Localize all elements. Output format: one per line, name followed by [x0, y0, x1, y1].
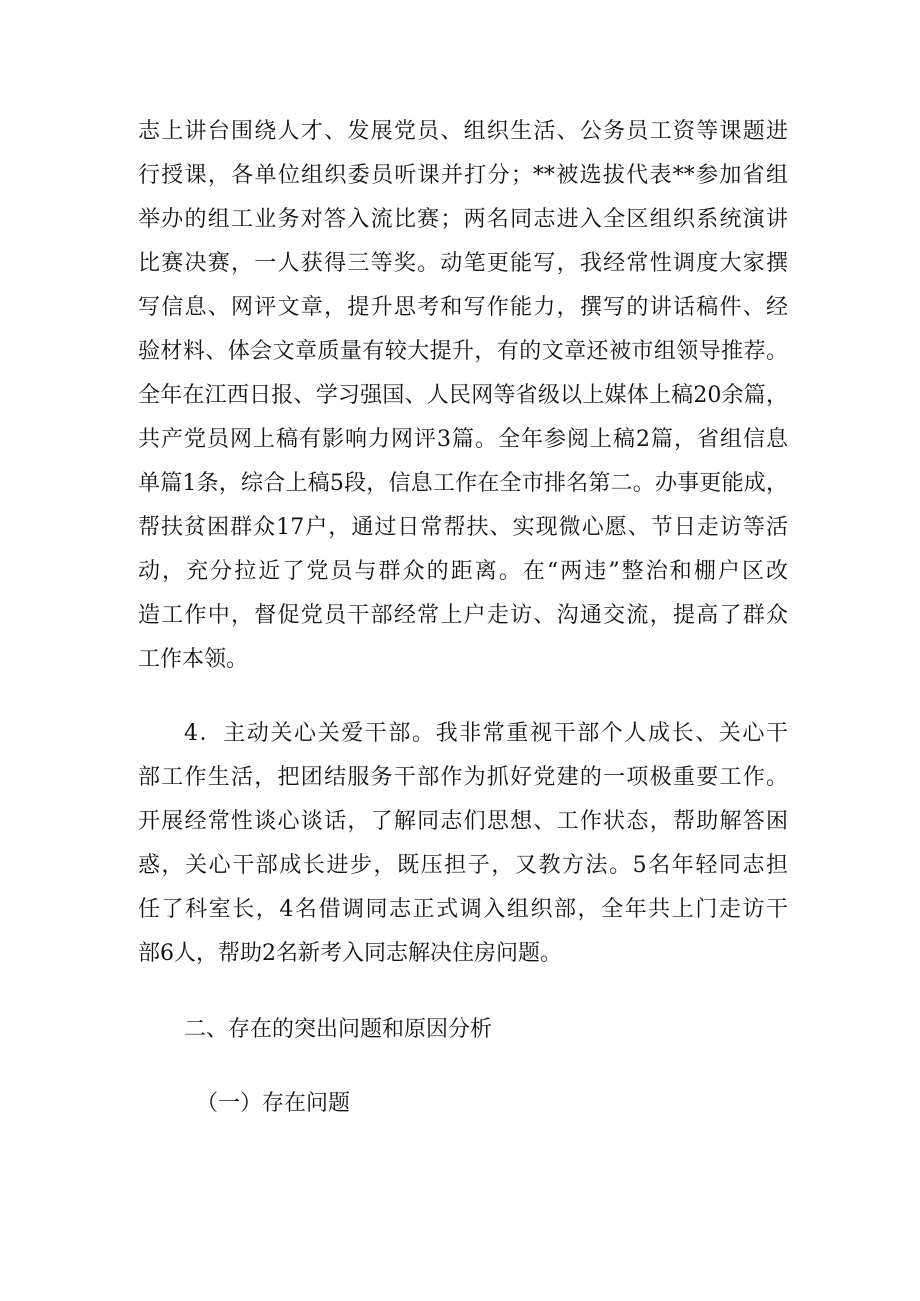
text-line: 比赛决赛，一人获得三等奖。动笔更能写，我经常性调度大家撰 [138, 251, 788, 276]
text-line: 全年在江西日报、学习强国、人民网等省级以上媒体上稿20余篇， [138, 383, 788, 408]
text-line: 部工作生活，把团结服务干部作为抓好党建的一项极重要工作。 [138, 765, 788, 790]
text-line: 部6人，帮助2名新考入同志解决住房问题。 [138, 941, 562, 966]
section-heading: 二、存在的突出问题和原因分析 [184, 1017, 493, 1042]
text-line: 写信息、网评文章，提升思考和写作能力，撰写的讲话稿件、经 [138, 295, 788, 320]
text-line: 动，充分拉近了党员与群众的距离。在“两违”整治和棚户区改 [138, 559, 788, 584]
text-line: 开展经常性谈心谈话，了解同志们思想、工作状态，帮助解答困 [138, 809, 788, 834]
text-line: 帮扶贫困群众17户，通过日常帮扶、实现微心愿、节日走访等活 [138, 515, 788, 540]
text-line: 造工作中，督促党员干部经常上户走访、沟通交流，提高了群众 [138, 603, 788, 628]
text-line: 举办的组工业务对答入流比赛；两名同志进入全区组织系统演讲 [138, 207, 788, 232]
text-line: 工作本领。 [138, 647, 249, 672]
text-line: 惑，关心干部成长进步，既压担子，又教方法。5名年轻同志担 [138, 853, 788, 878]
text-line: 任了科室长，4名借调同志正式调入组织部，全年共上门走访干 [138, 897, 788, 922]
text-line: 4．主动关心关爱干部。我非常重视干部个人成长、关心干 [184, 721, 788, 746]
text-line: 志上讲台围绕人才、发展党员、组织生活、公务员工资等课题进 [138, 119, 788, 144]
subsection-heading: （一）存在问题 [196, 1091, 351, 1116]
text-line: 单篇1条，综合上稿5段，信息工作在全市排名第二。办事更能成， [138, 471, 788, 496]
text-line: 行授课，各单位组织委员听课并打分；**被选拔代表**参加省组 [138, 163, 788, 188]
text-line: 共产党员网上稿有影响力网评3篇。全年参阅上稿2篇，省组信息 [138, 427, 788, 452]
text-line: 验材料、体会文章质量有较大提升，有的文章还被市组领导推荐。 [138, 339, 788, 364]
